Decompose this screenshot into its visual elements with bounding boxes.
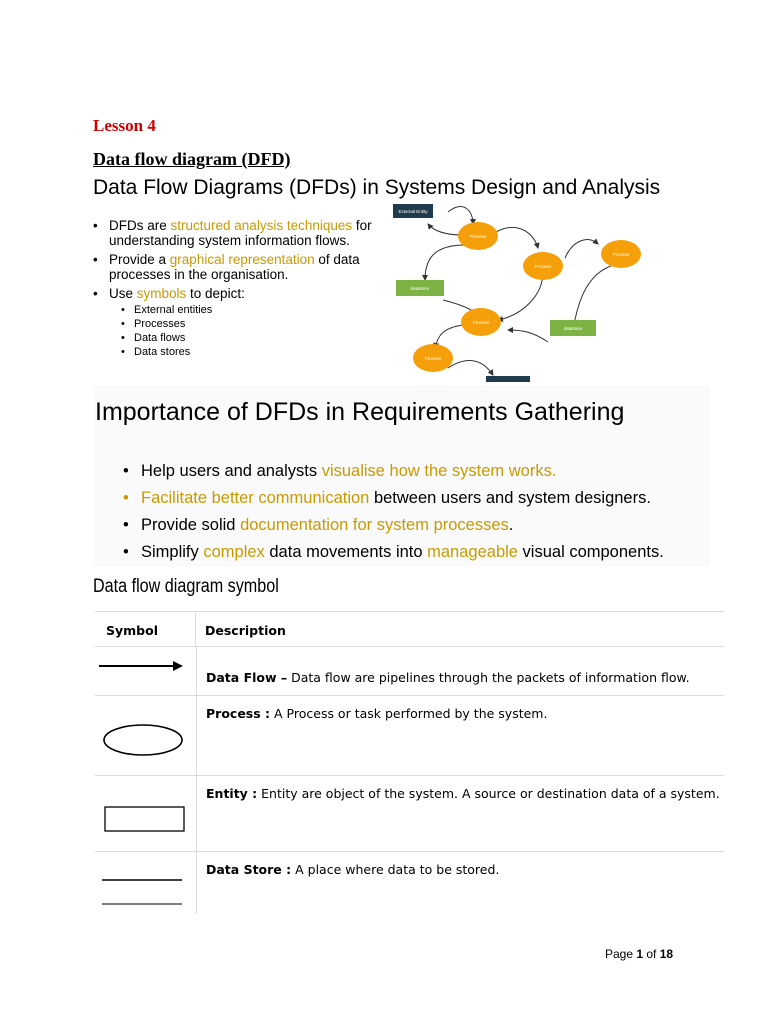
symbol-cell <box>95 852 197 914</box>
sub-item: • Data stores <box>109 345 393 359</box>
process-label: Process <box>534 264 552 269</box>
table-row <box>95 776 724 852</box>
lesson-label: Lesson 4 <box>93 116 156 135</box>
rectangle-icon <box>104 806 194 836</box>
sub-item: • Data flows <box>109 331 393 345</box>
bullet-list <box>123 458 664 566</box>
table-row <box>95 647 724 696</box>
arrow-icon <box>99 656 189 676</box>
bullet-item: • Simplify complex data movements into manageable visual components. <box>123 539 664 566</box>
bullet-item: • Facilitate better communication between users and system designers. <box>123 485 664 512</box>
datastore-label: datastore <box>410 286 430 291</box>
page-number: Page 1 of 18 <box>605 947 674 961</box>
table-row <box>95 696 724 776</box>
description-cell: Process : A Process or task performed by the system. <box>206 706 548 721</box>
entity-label: External Entity <box>398 209 428 214</box>
slide-dfd-importance <box>93 386 710 566</box>
description-cell: Data Flow – Data flow are pipelines through the packets of information flow. <box>206 670 690 685</box>
dfd-example-diagram <box>393 200 683 382</box>
ellipse-icon <box>102 723 192 763</box>
bullet-list <box>93 218 393 363</box>
sub-list <box>109 303 393 359</box>
header-description: Description <box>205 623 286 638</box>
external-entity-shape <box>486 376 530 382</box>
process-label: Process <box>472 320 490 325</box>
symbol-cell <box>95 647 197 695</box>
slide-title: Importance of DFDs in Requirements Gathering <box>95 398 625 426</box>
header-symbol: Symbol <box>95 612 196 646</box>
bullet-item: • Provide solid documentation for system processes. <box>123 512 664 539</box>
bullet-item: • DFDs are structured analysis techniques for understanding system information flows. <box>93 218 393 248</box>
sub-item: • External entities <box>109 303 393 317</box>
symbol-cell <box>95 776 197 851</box>
section-title: Data flow diagram (DFD) <box>93 149 291 169</box>
symbol-section-heading: Data flow diagram symbol <box>93 576 279 597</box>
slide-title: Data Flow Diagrams (DFDs) in Systems Design and Analysis <box>93 176 661 199</box>
open-rectangle-icon <box>102 874 192 914</box>
description-cell: Data Store : A place where data to be stored. <box>206 862 500 877</box>
sub-item: • Processes <box>109 317 393 331</box>
bullet-item: • Help users and analysts visualise how the system works. <box>123 458 664 485</box>
symbol-cell <box>95 696 197 775</box>
symbol-table <box>95 611 724 914</box>
bullet-item: • Use symbols to depict: • External entities • Processes • Data flows • Data stores <box>93 286 393 359</box>
process-label: Process <box>424 356 442 361</box>
datastore-label: datastore <box>563 326 583 331</box>
table-header-row <box>95 612 724 647</box>
slide-dfd-overview <box>93 172 708 382</box>
process-label: Process <box>612 252 630 257</box>
bullet-item: • Provide a graphical representation of data processes in the organisation. <box>93 252 393 282</box>
process-label: Process <box>469 234 487 239</box>
table-row <box>95 852 724 914</box>
description-cell: Entity : Entity are object of the system. A source or destination data of a system. <box>206 786 720 801</box>
